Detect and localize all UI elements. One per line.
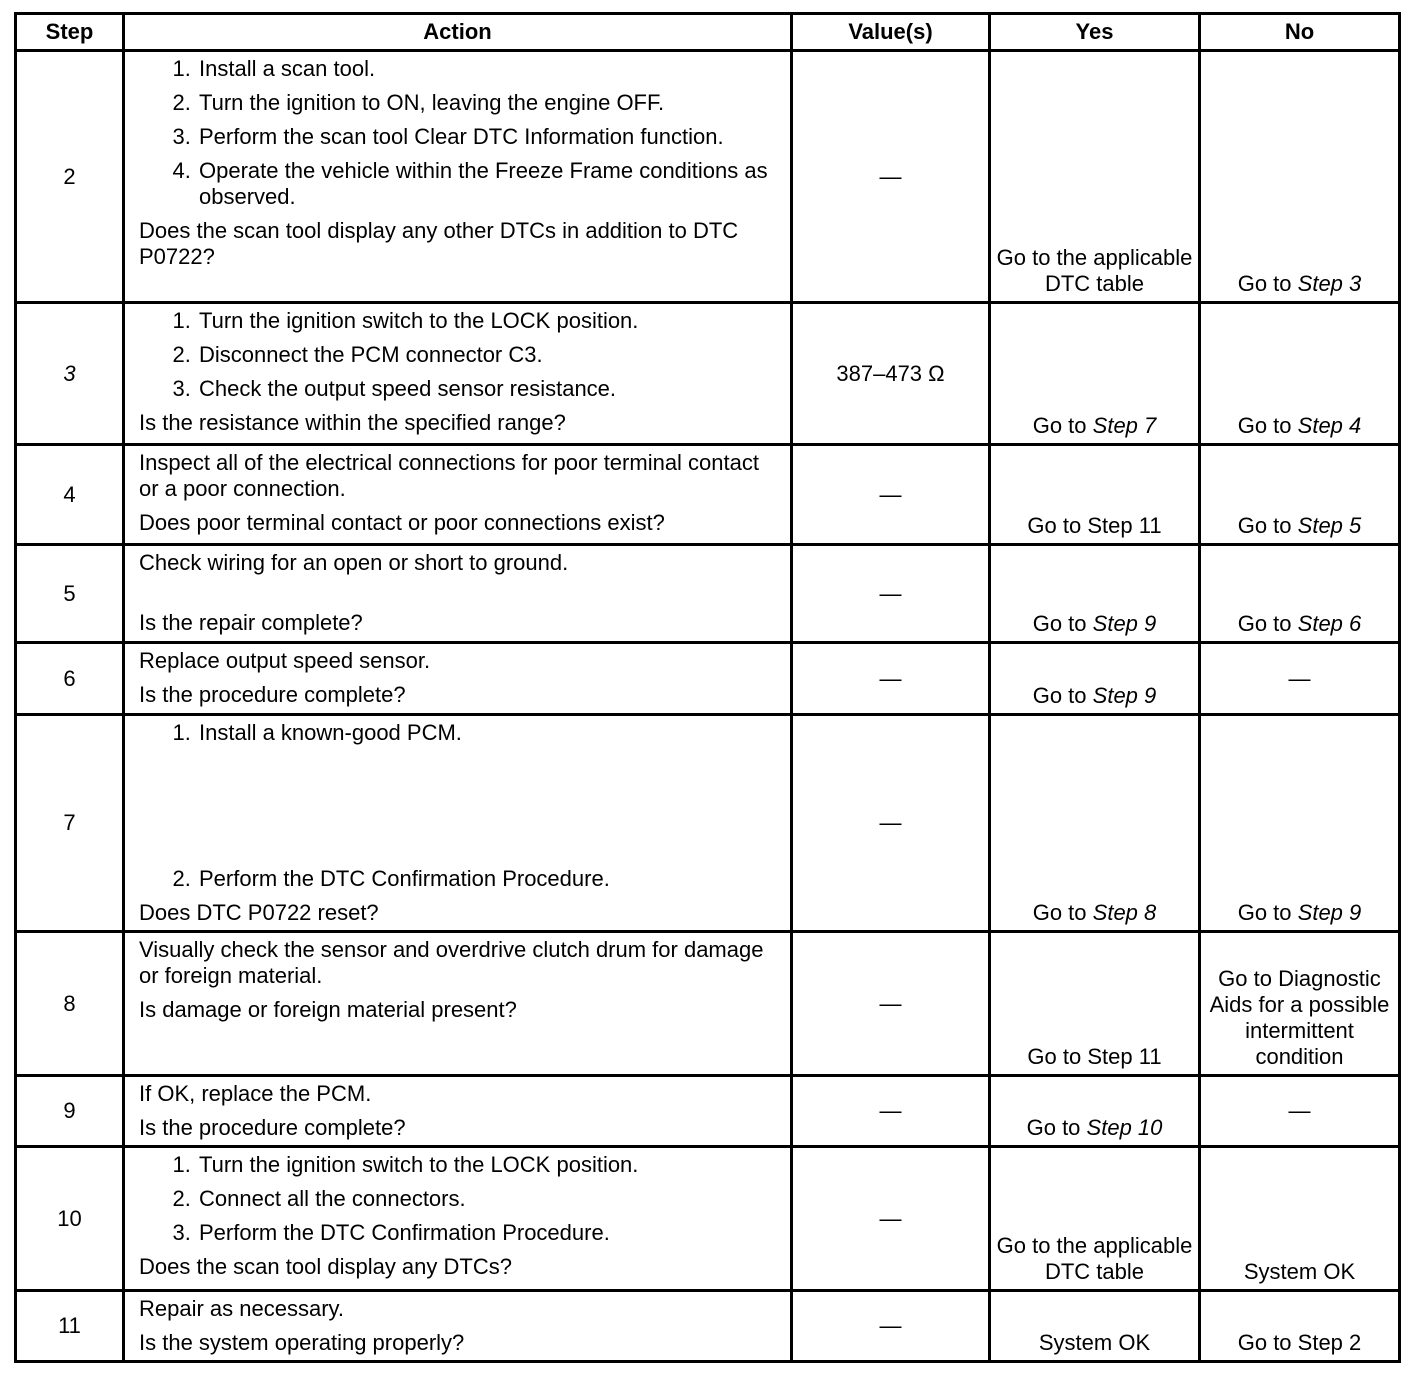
action-cell [124,51,792,303]
no-cell [1200,545,1400,643]
no-cell: System OK [1200,1147,1400,1291]
diagnostic-table-container [14,12,1398,1363]
action-cell [124,932,792,1076]
action-question: Does the scan tool display any other DTCs in addition to DTC P0722? [139,218,739,269]
no-step-ref: Step 3 [1297,271,1362,296]
yes-cell [990,1076,1200,1147]
header-row [16,14,1400,51]
action-steps [139,1152,780,1246]
list-item: 4. Operate the vehicle within the Freeze Frame conditions as observed. [197,158,780,210]
yes-cell [990,303,1200,445]
yes-prefix: Go to [1032,683,1087,708]
action-cell [124,1291,792,1362]
table-row [16,51,1400,303]
yes-step-ref: Step 10 [1086,1115,1163,1140]
value-cell: — [792,51,990,303]
action-question: Does DTC P0722 reset? [139,900,379,925]
list-item: 1. Install a scan tool. [197,56,780,82]
value-cell: — [792,643,990,715]
action-question: Is the repair complete? [139,610,363,635]
no-step-ref: Step 4 [1297,413,1362,438]
yes-cell: Go to Step 11 [990,932,1200,1076]
no-cell [1200,51,1400,303]
yes-prefix: Go to [1032,900,1087,925]
list-item: 1. Turn the ignition switch to the LOCK position. [197,308,780,334]
no-prefix: Go to [1237,413,1292,438]
no-prefix: Go to [1237,271,1292,296]
no-cell: — [1200,1076,1400,1147]
yes-cell: Go to Step 11 [990,445,1200,545]
action-text: Visually check the sensor and overdrive clutch drum for damage or foreign material. [139,937,764,988]
header-values: Value(s) [792,14,990,51]
yes-cell: Go to the applicable DTC table [990,51,1200,303]
action-question: Does the scan tool display any DTCs? [139,1254,512,1279]
yes-cell: System OK [990,1291,1200,1362]
yes-step-ref: Step 8 [1092,900,1157,925]
no-cell [1200,303,1400,445]
step-number: 4 [16,445,124,545]
spacer [139,754,780,866]
list-item: 1. Install a known-good PCM. [197,720,780,746]
table-row [16,1147,1400,1291]
action-cell [124,445,792,545]
no-prefix: Go to [1237,513,1292,538]
list-item: 2. Perform the DTC Confirmation Procedure. [197,866,780,892]
list-item: 2. Connect all the connectors. [197,1186,780,1212]
yes-prefix: Go to [1032,611,1087,636]
step-number: 7 [16,715,124,932]
spacer [139,576,780,610]
action-question: Is the procedure complete? [139,1115,406,1140]
yes-cell [990,545,1200,643]
yes-cell: Go to the applicable DTC table [990,1147,1200,1291]
table-row [16,1076,1400,1147]
value-cell: — [792,1291,990,1362]
yes-step-ref: Step 9 [1092,683,1157,708]
header-step: Step [16,14,124,51]
list-item: 2. Turn the ignition to ON, leaving the engine OFF. [197,90,780,116]
no-cell: Go to Step 2 [1200,1291,1400,1362]
action-steps [139,866,780,892]
header-yes: Yes [990,14,1200,51]
no-cell [1200,445,1400,545]
list-item: 2. Disconnect the PCM connector C3. [197,342,780,368]
value-cell: — [792,445,990,545]
yes-prefix: Go to [1032,413,1087,438]
step-number: 6 [16,643,124,715]
diagnostic-table [14,12,1401,1363]
action-text: Inspect all of the electrical connections for poor terminal contact or a poor connection. [139,450,759,501]
list-item: 1. Turn the ignition switch to the LOCK position. [197,1152,780,1178]
step-number: 3 [16,303,124,445]
yes-step-ref: Step 9 [1092,611,1157,636]
table-row [16,932,1400,1076]
action-text: Check wiring for an open or short to ground. [139,550,569,575]
list-item: 3. Check the output speed sensor resistance. [197,376,780,402]
action-question: Is the resistance within the specified range? [139,410,566,435]
action-question: Is the system operating properly? [139,1330,465,1355]
action-text: If OK, replace the PCM. [139,1081,372,1106]
action-cell [124,643,792,715]
step-number: 11 [16,1291,124,1362]
table-row [16,445,1400,545]
action-cell [124,715,792,932]
action-question: Does poor terminal contact or poor connections exist? [139,510,665,535]
action-cell [124,1076,792,1147]
value-cell: — [792,545,990,643]
action-question: Is damage or foreign material present? [139,997,517,1022]
no-prefix: Go to [1237,900,1292,925]
action-steps [139,308,780,402]
no-step-ref: Step 9 [1297,900,1362,925]
header-action: Action [124,14,792,51]
table-row [16,545,1400,643]
yes-step-ref: Step 7 [1092,413,1157,438]
list-item: 3. Perform the DTC Confirmation Procedure. [197,1220,780,1246]
action-steps [139,720,780,746]
yes-cell [990,715,1200,932]
action-cell [124,1147,792,1291]
table-row [16,303,1400,445]
table-row [16,643,1400,715]
action-text: Repair as necessary. [139,1296,345,1321]
action-text: Replace output speed sensor. [139,648,431,673]
action-steps [139,56,780,210]
step-number: 8 [16,932,124,1076]
no-prefix: Go to [1237,611,1292,636]
step-number: 5 [16,545,124,643]
no-cell: Go to Diagnostic Aids for a possible intermittent condition [1200,932,1400,1076]
value-cell: — [792,1076,990,1147]
step-number: 10 [16,1147,124,1291]
step-number: 2 [16,51,124,303]
yes-prefix: Go to [1026,1115,1081,1140]
no-step-ref: Step 5 [1297,513,1362,538]
value-cell: — [792,715,990,932]
list-item: 3. Perform the scan tool Clear DTC Information function. [197,124,780,150]
yes-cell [990,643,1200,715]
action-question: Is the procedure complete? [139,682,406,707]
header-no: No [1200,14,1400,51]
action-cell [124,303,792,445]
no-step-ref: Step 6 [1297,611,1362,636]
no-cell: — [1200,643,1400,715]
value-cell: 387–473 Ω [792,303,990,445]
step-number: 9 [16,1076,124,1147]
value-cell: — [792,1147,990,1291]
value-cell: — [792,932,990,1076]
no-cell [1200,715,1400,932]
action-cell [124,545,792,643]
table-row [16,715,1400,932]
table-row [16,1291,1400,1362]
